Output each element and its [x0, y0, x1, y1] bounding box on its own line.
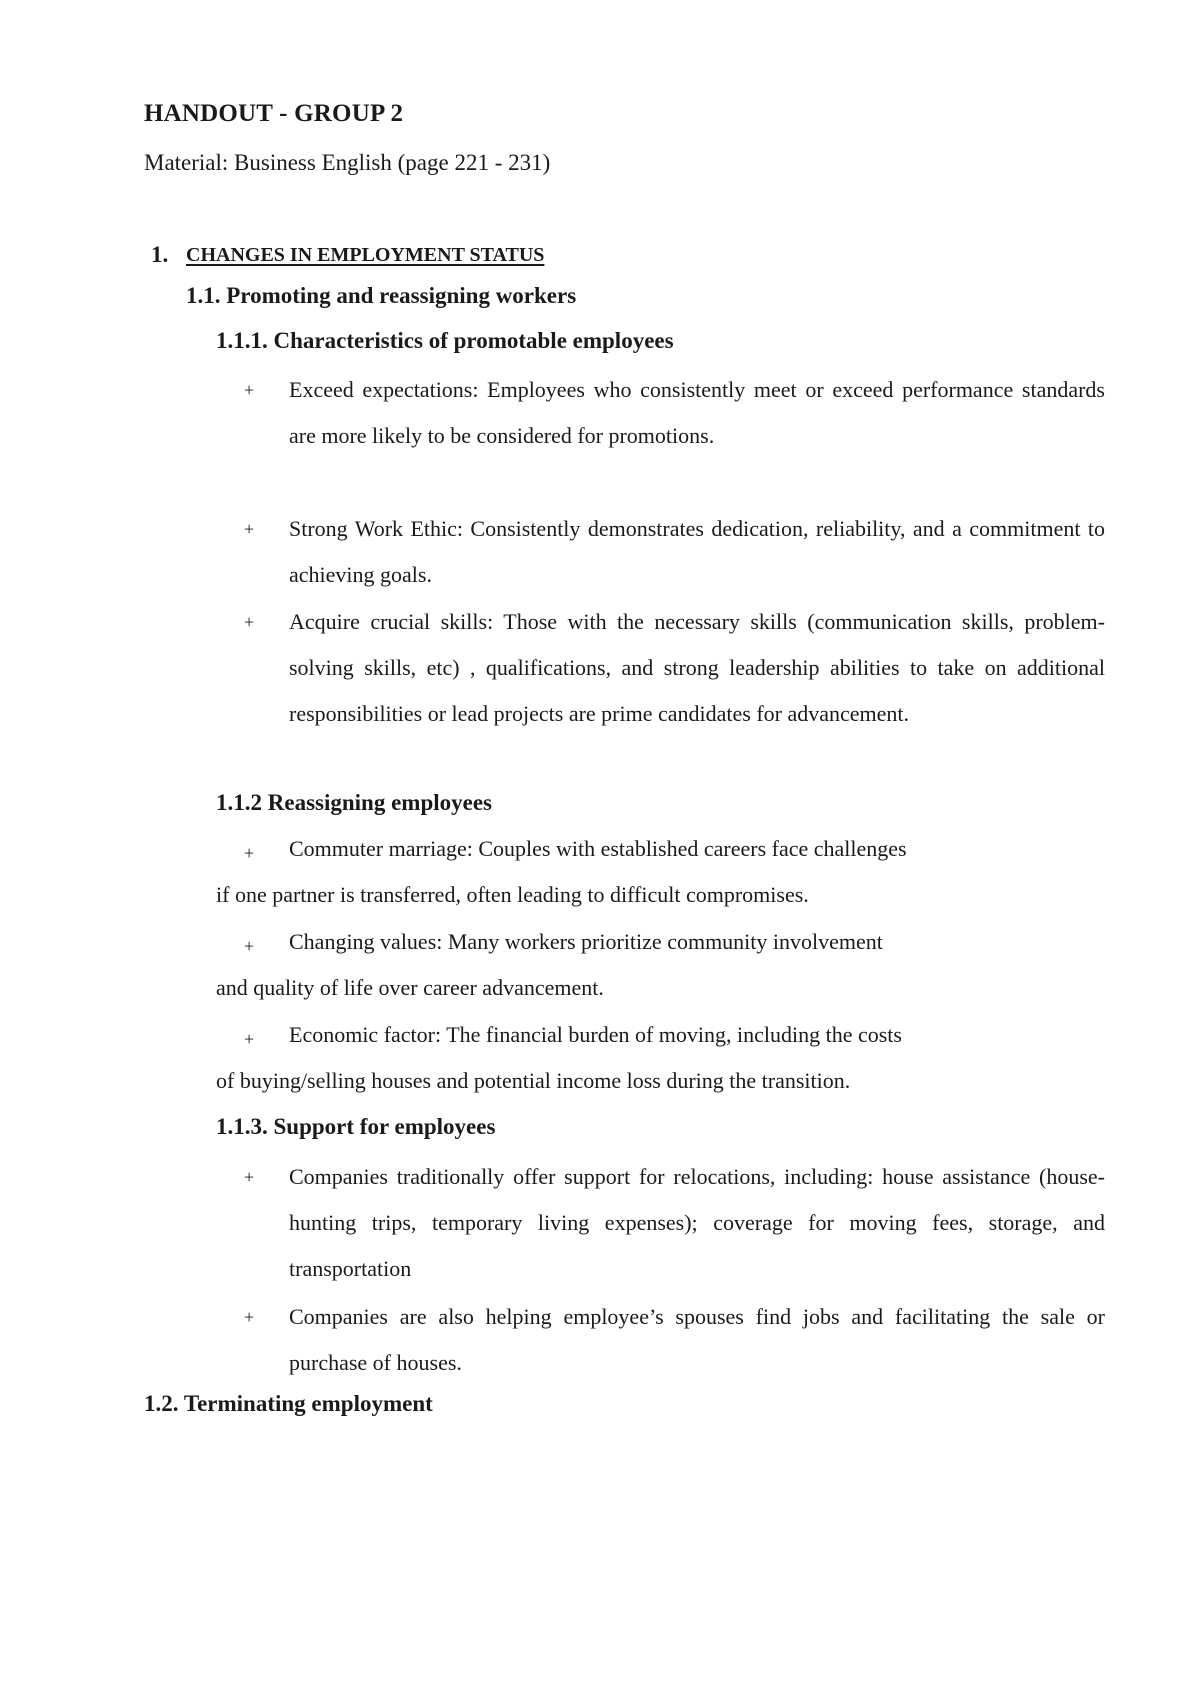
bullet-item: Economic factor: The financial burden of moving, including the costs — [289, 1022, 902, 1047]
bullet-item: Companies traditionally offer support for relocations, including: house assistance (house-hunting trips, temporary living expenses); coverage for moving fees, storage, and transportation — [289, 1164, 1105, 1281]
bullet-item-continuation: and quality of life over career advancement. — [216, 975, 604, 1000]
section-1-number: 1. — [151, 242, 169, 267]
bullet-symbol: + — [244, 1167, 255, 1187]
section-1-1-2-heading: 1.1.2 Reassigning employees — [216, 790, 492, 815]
section-1-1-3-heading: 1.1.3. Support for employees — [216, 1114, 496, 1139]
bullet-item: Strong Work Ethic: Consistently demonstrates dedication, reliability, and a commitment to achieving goals. — [289, 516, 1105, 587]
bullet-item: Acquire crucial skills: Those with the necessary skills (communication skills, problem-solving skills, etc) , qualifications, and strong leadership abilities to take on additional responsibilities or lead projects are prime candidates for advancement. — [289, 609, 1105, 726]
bullet-item-continuation: if one partner is transferred, often leading to difficult compromises. — [216, 882, 809, 907]
section-1-heading: CHANGES IN EMPLOYMENT STATUS — [186, 244, 545, 266]
bullet-item: Commuter marriage: Couples with established careers face challenges — [289, 836, 907, 861]
bullet-symbol: + — [244, 380, 255, 400]
bullet-item: Changing values: Many workers prioritize community involvement — [289, 929, 883, 954]
document-title: HANDOUT - GROUP 2 — [144, 100, 404, 127]
bullet-symbol: + — [244, 612, 255, 632]
section-1-1-heading: 1.1. Promoting and reassigning workers — [186, 283, 577, 308]
material-line: Material: Business English (page 221 - 231) — [144, 150, 551, 175]
bullet-symbol: + — [244, 936, 255, 956]
section-1-2-heading: 1.2. Terminating employment — [144, 1391, 433, 1416]
bullet-symbol: + — [244, 843, 255, 863]
section-1-1-1-heading: 1.1.1. Characteristics of promotable employees — [216, 328, 674, 353]
bullet-item-continuation: of buying/selling houses and potential income loss during the transition. — [216, 1068, 851, 1093]
bullet-symbol: + — [244, 1029, 255, 1049]
bullet-symbol: + — [244, 519, 255, 539]
bullet-symbol: + — [244, 1307, 255, 1327]
bullet-item: Exceed expectations: Employees who consistently meet or exceed performance standards are more likely to be considered for promotions. — [289, 377, 1105, 448]
bullet-item: Companies are also helping employee’s spouses find jobs and facilitating the sale or purchase of houses. — [289, 1304, 1105, 1375]
